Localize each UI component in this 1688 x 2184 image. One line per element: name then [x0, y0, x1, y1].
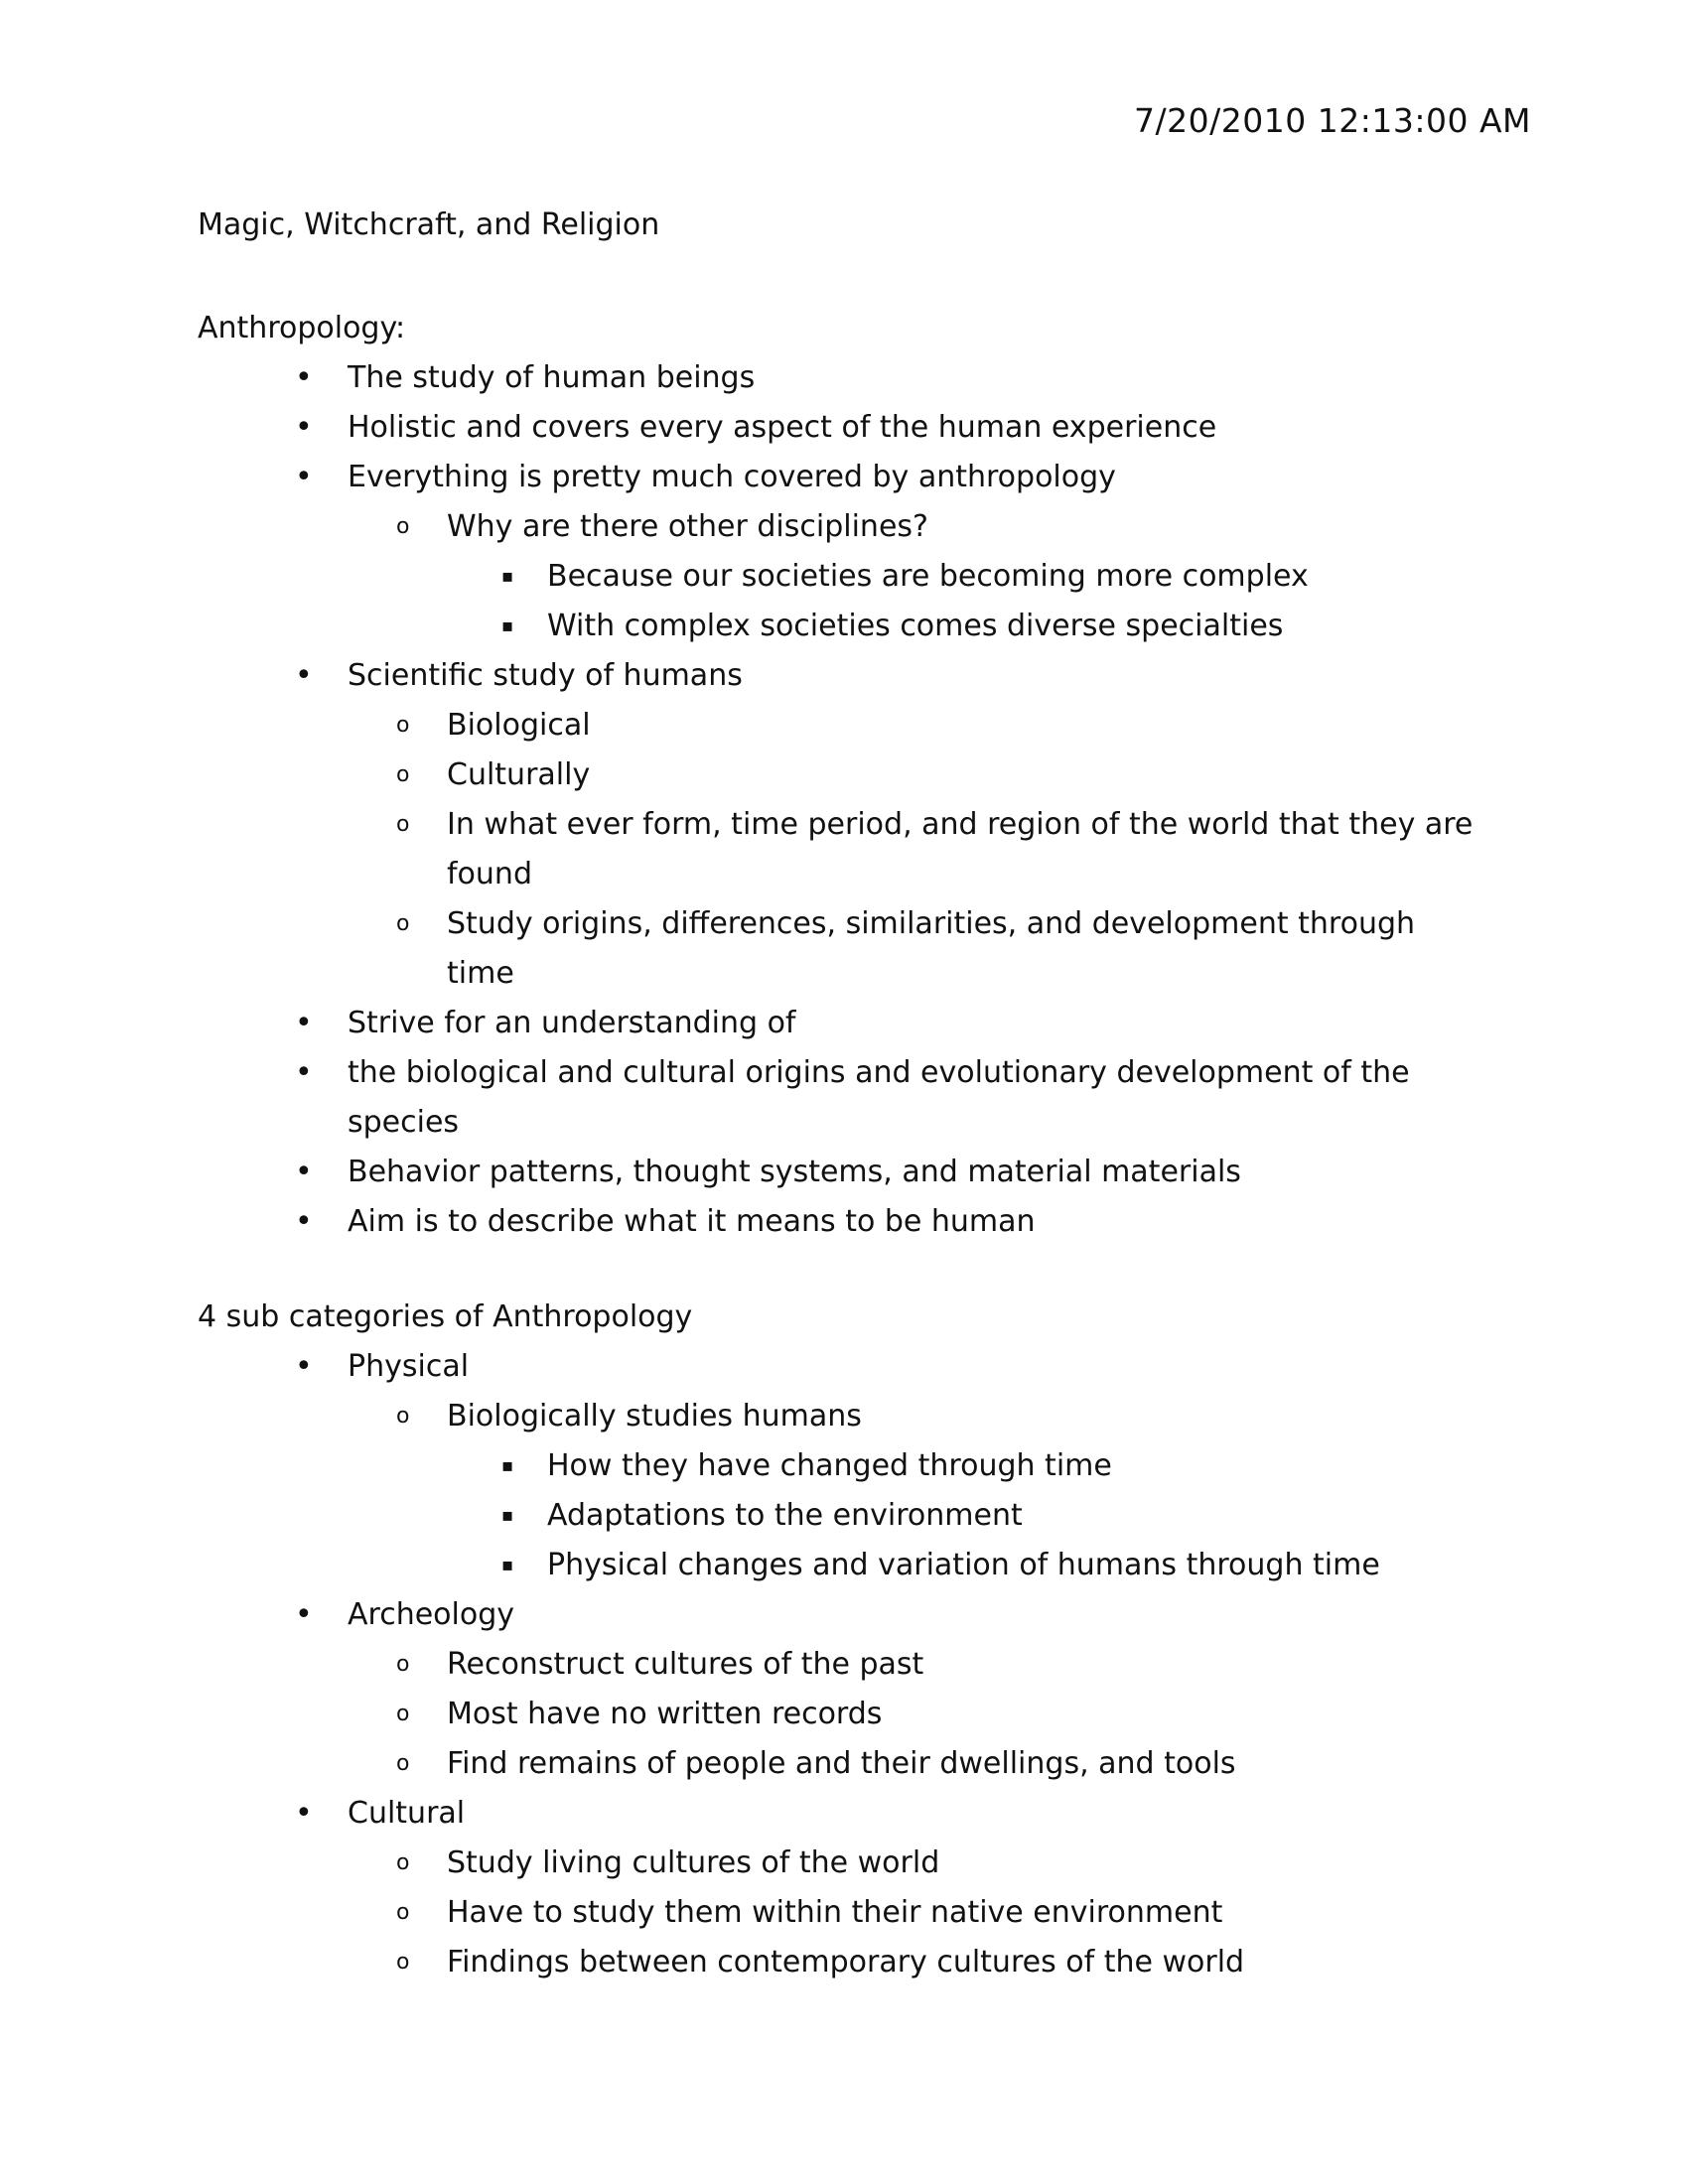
bullet-level-1-icon: •: [295, 1055, 313, 1090]
bullet-level-3-icon: ▪: [501, 566, 514, 587]
bullet-level-1-icon: •: [295, 1796, 313, 1831]
document-title: Magic, Witchcraft, and Religion: [198, 207, 660, 242]
list-item-level-2: [198, 1690, 1488, 1739]
bullet-level-1-icon: •: [295, 658, 313, 693]
list-item-text: In what ever form, time period, and region of the world that they are found: [447, 807, 1474, 891]
list-item-text: Archeology: [348, 1597, 515, 1632]
list-item-text: Strive for an understanding of: [348, 1006, 796, 1040]
list-item-text: Aim is to describe what it means to be human: [348, 1204, 1036, 1239]
list-item-text: Cultural: [348, 1796, 466, 1831]
list-item-text: Why are there other disciplines?: [447, 509, 928, 544]
bullet-level-2-icon: o: [396, 514, 410, 539]
bullet-level-2-icon: o: [396, 1950, 410, 1975]
list-item-level-1: [198, 1148, 1488, 1197]
list-item-level-1: [198, 1789, 1488, 1839]
list-item-level-1: [198, 353, 1488, 403]
list-item-level-1: [198, 999, 1488, 1048]
list-item-text: Findings between contemporary cultures of the world: [447, 1945, 1245, 1979]
list-item-text: Have to study them within their native environment: [447, 1895, 1223, 1930]
bullet-level-1-icon: •: [295, 1204, 313, 1239]
bullet-level-1-icon: •: [295, 460, 313, 494]
list-item-text: The study of human beings: [348, 360, 756, 395]
list-item-text: Culturally: [447, 757, 591, 792]
list-item-level-2: [198, 751, 1488, 800]
list-item-level-2: [198, 1392, 1488, 1441]
list-item-level-2: [198, 1938, 1488, 1987]
list-item-level-3: [198, 1441, 1488, 1491]
section-heading: Anthropology:: [198, 311, 406, 345]
list-item-level-1: [198, 403, 1488, 453]
list-item-level-2: [198, 502, 1488, 552]
list-item-level-3: [198, 1541, 1488, 1590]
list-item-level-1: [198, 1048, 1488, 1148]
bullet-level-3-icon: ▪: [501, 615, 514, 636]
list-item-level-3: [198, 1491, 1488, 1541]
bullet-level-2-icon: o: [396, 1652, 410, 1677]
bullet-level-1-icon: •: [295, 1006, 313, 1040]
bullet-level-2-icon: o: [396, 1850, 410, 1875]
bullet-level-1-icon: •: [295, 1349, 313, 1384]
list-item-text: Because our societies are becoming more complex: [547, 559, 1309, 594]
list-item-level-2: [198, 1739, 1488, 1789]
list-item-text: Find remains of people and their dwellings, and tools: [447, 1746, 1236, 1781]
list-item-level-2: [198, 800, 1488, 899]
bullet-level-3-icon: ▪: [501, 1455, 514, 1476]
list-item-level-2: [198, 1888, 1488, 1938]
list-item-level-1: [198, 1197, 1488, 1247]
bullet-level-2-icon: o: [396, 1900, 410, 1925]
list-item-text: Holistic and covers every aspect of the human experience: [348, 410, 1217, 445]
section-heading: 4 sub categories of Anthropology: [198, 1299, 693, 1334]
list-item-text: Everything is pretty much covered by anthropology: [348, 460, 1116, 494]
list-item-level-1: [198, 1342, 1488, 1392]
bullet-level-2-icon: o: [396, 1404, 410, 1429]
list-item-text: With complex societies comes diverse specialties: [547, 609, 1284, 643]
document-timestamp: 7/20/2010 12:13:00 AM: [1134, 101, 1531, 140]
bullet-level-2-icon: o: [396, 1751, 410, 1776]
bullet-level-2-icon: o: [396, 812, 410, 837]
bullet-level-2-icon: o: [396, 1702, 410, 1726]
bullet-level-3-icon: ▪: [501, 1505, 514, 1526]
list-item-level-2: [198, 1640, 1488, 1690]
list-item-level-1: [198, 1590, 1488, 1640]
list-item-text: the biological and cultural origins and evolutionary development of the species: [348, 1055, 1410, 1140]
list-item-level-2: [198, 1839, 1488, 1888]
list-item-level-2: [198, 899, 1488, 999]
list-item-text: Behavior patterns, thought systems, and material materials: [348, 1155, 1241, 1189]
list-item-text: Biologically studies humans: [447, 1399, 862, 1433]
list-item-text: Adaptations to the environment: [547, 1498, 1023, 1533]
list-item-level-2: [198, 701, 1488, 751]
list-item-level-3: [198, 552, 1488, 602]
list-item-text: Study living cultures of the world: [447, 1845, 940, 1880]
list-item-level-3: [198, 602, 1488, 651]
list-item-text: Biological: [447, 708, 591, 743]
list-item-text: How they have changed through time: [547, 1448, 1112, 1483]
outline-list: [198, 353, 1488, 1247]
list-item-text: Reconstruct cultures of the past: [447, 1647, 924, 1682]
list-item-text: Physical changes and variation of humans through time: [547, 1548, 1380, 1582]
bullet-level-1-icon: •: [295, 410, 313, 445]
bullet-level-2-icon: o: [396, 713, 410, 738]
anthropology-section: [198, 304, 1488, 1247]
list-item-level-1: [198, 651, 1488, 701]
bullet-level-2-icon: o: [396, 762, 410, 787]
list-item-text: Scientific study of humans: [348, 658, 743, 693]
bullet-level-1-icon: •: [295, 1597, 313, 1632]
bullet-level-1-icon: •: [295, 360, 313, 395]
bullet-level-3-icon: ▪: [501, 1555, 514, 1575]
subcategories-section: [198, 1293, 1488, 1987]
list-item-text: Physical: [348, 1349, 470, 1384]
bullet-level-2-icon: o: [396, 911, 410, 936]
outline-list: [198, 1342, 1488, 1987]
list-item-text: Most have no written records: [447, 1697, 883, 1731]
bullet-level-1-icon: •: [295, 1155, 313, 1189]
list-item-text: Study origins, differences, similarities, and development through time: [447, 906, 1416, 991]
list-item-level-1: [198, 453, 1488, 502]
